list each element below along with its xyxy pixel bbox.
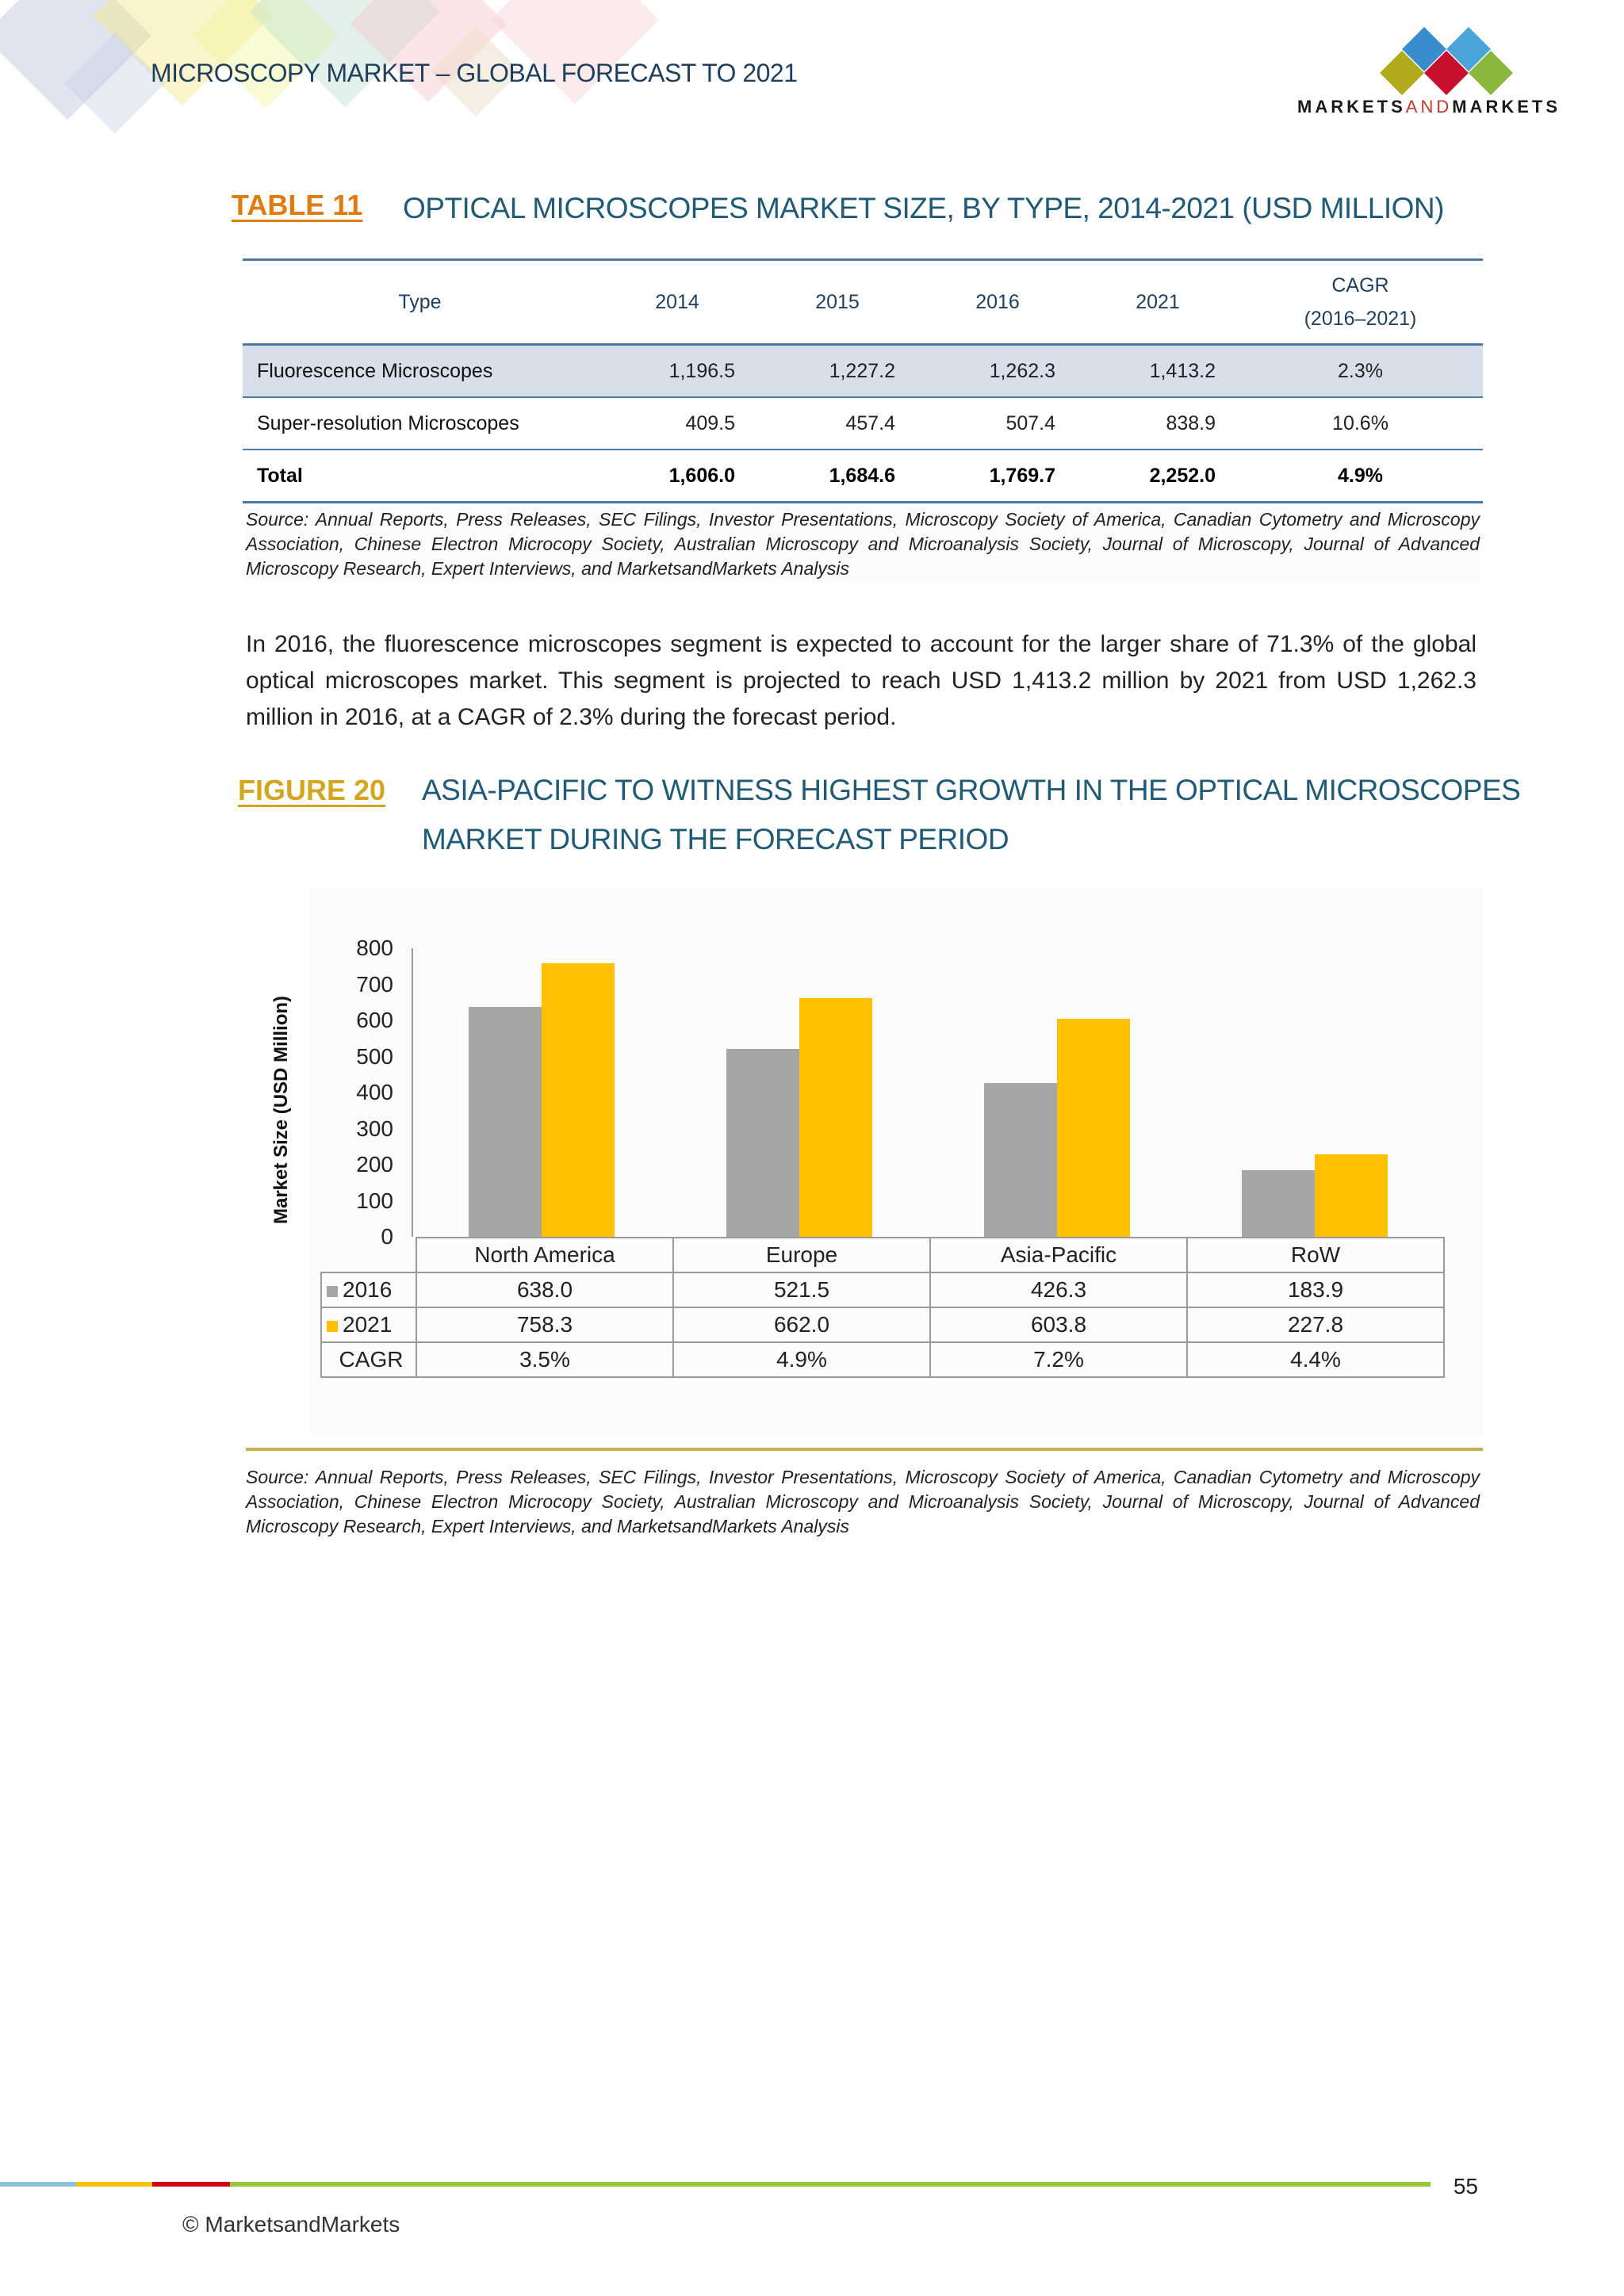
data-label: 183.9: [1187, 1272, 1444, 1307]
table-label[interactable]: TABLE 11: [232, 189, 363, 221]
cell-cagr: 4.9%: [1238, 450, 1483, 503]
bar-2021-europe: [799, 998, 872, 1237]
legend-key-2021: [327, 1321, 338, 1332]
figure-label[interactable]: FIGURE 20: [238, 774, 386, 806]
data-label: 227.8: [1187, 1307, 1444, 1342]
data-label: 758.3: [416, 1307, 673, 1342]
col-header-2021: 2021: [1078, 260, 1238, 345]
table-row: [243, 345, 1483, 398]
cagr-row-label: CAGR: [321, 1342, 416, 1377]
cell-value: 1,262.3: [917, 345, 1078, 398]
row-label: Total: [243, 450, 597, 503]
bar-2021-row: [1315, 1154, 1388, 1237]
data-table-header-row: [321, 1238, 1444, 1272]
cagr-value: 7.2%: [930, 1342, 1187, 1377]
copyright: © MarketsandMarkets: [182, 2212, 400, 2237]
bar-2016-europe: [726, 1049, 799, 1237]
data-label: 638.0: [416, 1272, 673, 1307]
footer-bar-segment: [0, 2182, 76, 2187]
row-label: Super-resolution Microscopes: [243, 397, 597, 450]
bar-2021-north-america: [542, 963, 615, 1237]
legend-key-2016: [327, 1286, 338, 1297]
data-label: 426.3: [930, 1272, 1187, 1307]
table-caption: [232, 189, 1444, 228]
cell-value: 1,769.7: [917, 450, 1078, 503]
table-row: [243, 397, 1483, 450]
col-header-2014: 2014: [597, 260, 757, 345]
cell-value: 409.5: [597, 397, 757, 450]
bar-2016-north-america: [469, 1007, 542, 1237]
legend-2021: 2021: [321, 1307, 416, 1342]
table-header-row: [243, 260, 1483, 345]
y-tick-label: 100: [356, 1188, 393, 1213]
col-header-2016: 2016: [917, 260, 1078, 345]
data-table-row-cagr: [321, 1342, 1444, 1377]
table-title: OPTICAL MICROSCOPES MARKET SIZE, BY TYPE, 2014-2021 (USD MILLION): [403, 192, 1444, 224]
cell-value: 1,684.6: [757, 450, 917, 503]
figure-title: ASIA-PACIFIC TO WITNESS HIGHEST GROWTH IN THE OPTICAL MICROSCOPES MARKET DURING THE FORECAST PERIOD: [422, 774, 1521, 855]
data-label: 603.8: [930, 1307, 1187, 1342]
figure-caption: [238, 766, 1520, 864]
y-tick-label: 200: [356, 1152, 393, 1177]
legend-2016: 2016: [321, 1272, 416, 1307]
chart-data-table: [320, 1237, 1445, 1378]
data-label: 662.0: [673, 1307, 930, 1342]
figure-source-note: Source: Annual Reports, Press Releases, SEC Filings, Investor Presentations, Microscopy Society of America, Canadian Cytometry and Microscopy Association, Chinese Electron Microcopy Society, Australian Microscopy and Microanalysis Society, Journal of Microscopy, Journal of Advanced Microscopy Research, Expert Interviews, and MarketsandMarkets Analysis: [246, 1467, 1480, 1536]
cell-cagr: 10.6%: [1238, 397, 1483, 450]
body-paragraph: In 2016, the fluorescence microscopes segment is expected to account for the larger share of 71.3% of the global optical microscopes market. This segment is projected to reach USD 1,413.2 million by 2021 from USD 1,262.3 million in 2016, at a CAGR of 2.3% during the forecast period.: [246, 631, 1477, 730]
y-tick-label: 500: [356, 1043, 393, 1069]
col-header-2015: 2015: [757, 260, 917, 345]
bar-2016-row: [1242, 1170, 1315, 1237]
col-header-cagr: CAGR (2016–2021): [1238, 260, 1483, 345]
cell-value: 1,413.2: [1078, 345, 1238, 398]
y-tick-label: 700: [356, 971, 393, 997]
category-label: Europe: [673, 1238, 930, 1272]
bar-2021-asia-pacific: [1057, 1019, 1130, 1237]
y-tick-label: 300: [356, 1115, 393, 1141]
page-number: 55: [1453, 2174, 1478, 2198]
divider: [246, 1448, 1483, 1451]
category-label: North America: [416, 1238, 673, 1272]
y-tick-label: 400: [356, 1080, 393, 1104]
cell-value: 2,252.0: [1078, 450, 1238, 503]
document-title: MICROSCOPY MARKET – GLOBAL FORECAST TO 2021: [151, 59, 798, 87]
table-total-row: [243, 450, 1483, 503]
cell-value: 1,196.5: [597, 345, 757, 398]
cagr-value: 4.9%: [673, 1342, 930, 1377]
bar-2016-asia-pacific: [984, 1083, 1057, 1237]
y-tick-label: 0: [381, 1224, 393, 1249]
cell-value: 1,227.2: [757, 345, 917, 398]
data-table-row-2016: [321, 1272, 1444, 1307]
footer-bar-segment: [230, 2182, 1431, 2187]
data-label: 521.5: [673, 1272, 930, 1307]
cagr-value: 3.5%: [416, 1342, 673, 1377]
cell-value: 838.9: [1078, 397, 1238, 450]
footer-bar-segment: [152, 2182, 230, 2187]
category-label: Asia-Pacific: [930, 1238, 1187, 1272]
cell-cagr: 2.3%: [1238, 345, 1483, 398]
cell-value: 457.4: [757, 397, 917, 450]
cagr-value: 4.4%: [1187, 1342, 1444, 1377]
logo-wordmark: MARKETSANDMARKETS: [1297, 97, 1561, 117]
market-size-table: [243, 258, 1483, 503]
cell-value: 1,606.0: [597, 450, 757, 503]
table-source-note: Source: Annual Reports, Press Releases, SEC Filings, Investor Presentations, Microscopy Society of America, Canadian Cytometry and Microscopy Association, Chinese Electron Microcopy Society, Australian Microscopy and Microanalysis Society, Journal of Microscopy, Journal of Advanced Microscopy Research, Expert Interviews, and MarketsandMarkets Analysis: [246, 507, 1480, 581]
blank-cell: [321, 1238, 416, 1272]
col-header-type: Type: [243, 260, 597, 345]
category-label: RoW: [1187, 1238, 1444, 1272]
y-tick-label: 800: [356, 936, 393, 960]
footer-bar-segment: [76, 2182, 152, 2187]
data-table-row-2021: [321, 1307, 1444, 1342]
y-tick-label: 600: [356, 1008, 393, 1032]
cell-value: 507.4: [917, 397, 1078, 450]
row-label: Fluorescence Microscopes: [243, 345, 597, 398]
